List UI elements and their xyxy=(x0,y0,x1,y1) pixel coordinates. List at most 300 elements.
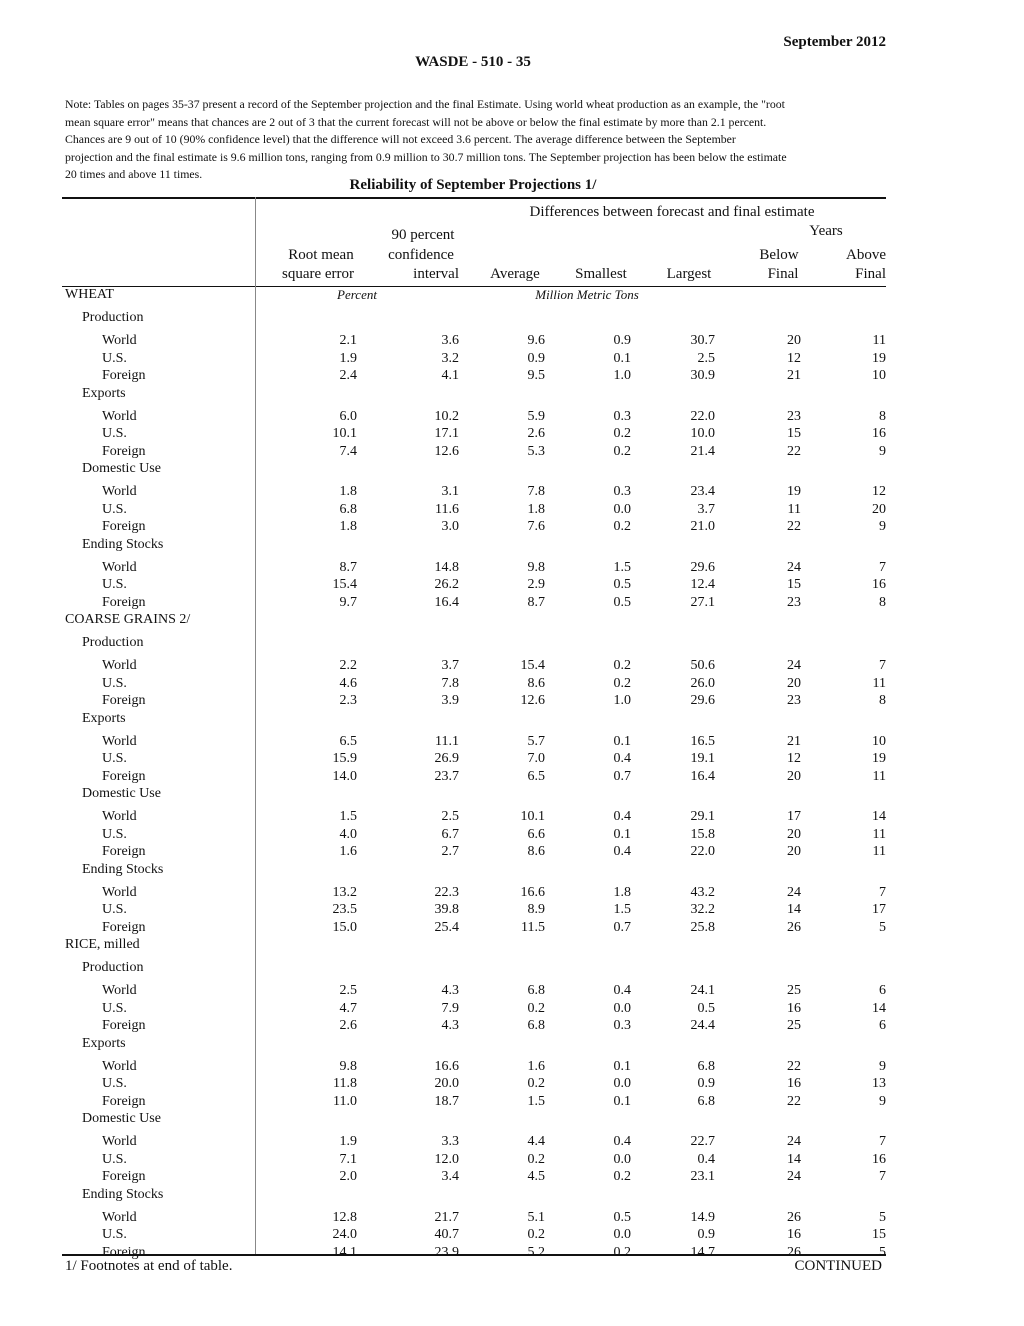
cell-rmse: 15.0 xyxy=(332,919,357,935)
cell-below-final: 20 xyxy=(787,333,801,348)
table-row xyxy=(0,1134,1024,1152)
table-row xyxy=(0,409,1024,427)
table-row xyxy=(0,1169,1024,1187)
cell-below-final: 15 xyxy=(787,426,801,441)
cell-smallest: 0.4 xyxy=(613,983,631,998)
report-date: September 2012 xyxy=(783,34,886,50)
cell-ci: 23.7 xyxy=(434,768,459,784)
col-header-ci-line3: interval xyxy=(413,266,459,282)
cell-average: 11.5 xyxy=(521,919,545,935)
cell-smallest: 0.4 xyxy=(613,1134,631,1149)
cell-largest: 29.1 xyxy=(690,809,715,824)
cell-above-final: 5 xyxy=(879,1244,886,1260)
cell-above-final: 7 xyxy=(879,1169,886,1184)
cell-average: 2.9 xyxy=(527,577,545,592)
table-title: Reliability of September Projections 1/ xyxy=(349,177,597,193)
category-row xyxy=(0,386,1024,404)
cell-average: 15.4 xyxy=(520,658,545,673)
cell-rmse: 1.9 xyxy=(339,1134,357,1149)
cell-largest: 2.5 xyxy=(697,350,715,366)
category-row xyxy=(0,862,1024,880)
region-label: U.S. xyxy=(102,350,127,366)
table-row xyxy=(0,885,1024,903)
cell-largest: 43.2 xyxy=(690,884,715,900)
region-label: Foreign xyxy=(102,1169,146,1184)
table-row xyxy=(0,1152,1024,1170)
cell-largest: 23.4 xyxy=(690,484,715,499)
cell-average: 6.8 xyxy=(527,983,545,998)
cell-rmse: 1.6 xyxy=(339,844,357,859)
col-header-smallest: Smallest xyxy=(575,266,627,282)
cell-ci: 11.1 xyxy=(435,733,459,749)
cell-below-final: 23 xyxy=(787,408,801,424)
cell-ci: 22.3 xyxy=(434,884,459,900)
cell-average: 2.6 xyxy=(527,426,545,441)
cell-below-final: 12 xyxy=(787,751,801,766)
cell-average: 7.8 xyxy=(527,484,545,499)
cell-smallest: 0.2 xyxy=(613,1169,631,1184)
cell-rmse: 6.5 xyxy=(339,733,357,749)
cell-average: 0.2 xyxy=(527,1227,545,1242)
cell-smallest: 0.2 xyxy=(613,426,631,441)
cell-rmse: 12.8 xyxy=(332,1209,357,1225)
cell-ci: 3.7 xyxy=(441,658,459,673)
cell-smallest: 0.1 xyxy=(613,1058,631,1074)
cell-average: 5.1 xyxy=(527,1209,545,1225)
cell-above-final: 9 xyxy=(879,1093,886,1109)
cell-rmse: 2.1 xyxy=(339,333,357,348)
col-header-ci-line1: 90 percent xyxy=(391,227,455,243)
category-row xyxy=(0,786,1024,804)
cell-above-final: 8 xyxy=(879,594,886,610)
commodity-row xyxy=(0,612,1024,630)
cell-smallest: 0.0 xyxy=(613,1000,631,1016)
region-label: Foreign xyxy=(102,443,146,459)
page-id: WASDE - 510 - 35 xyxy=(415,54,531,70)
cell-rmse: 23.5 xyxy=(332,902,357,917)
table-row xyxy=(0,560,1024,578)
cell-above-final: 16 xyxy=(872,577,886,592)
cell-rmse: 2.0 xyxy=(339,1169,357,1184)
cell-smallest: 0.2 xyxy=(613,658,631,673)
note-line: mean square error" means that chances are 2 out of 3 that the current forecast will not be above or below the final estimate by more than 2.1 percent. xyxy=(65,114,767,129)
footnote-ref: 1/ Footnotes at end of table. xyxy=(65,1258,233,1274)
category-row xyxy=(0,1111,1024,1129)
cell-ci: 25.4 xyxy=(434,919,459,935)
table-row xyxy=(0,809,1024,827)
cell-above-final: 10 xyxy=(872,733,886,749)
cell-below-final: 14 xyxy=(787,1151,801,1167)
category-row xyxy=(0,1036,1024,1054)
cell-above-final: 7 xyxy=(879,1134,886,1149)
cell-average: 5.3 xyxy=(527,443,545,459)
cell-largest: 30.9 xyxy=(690,368,715,383)
cell-rmse: 1.8 xyxy=(339,519,357,534)
cell-ci: 3.0 xyxy=(441,519,459,534)
cell-average: 5.2 xyxy=(527,1244,545,1260)
cell-above-final: 16 xyxy=(872,1151,886,1167)
cell-smallest: 0.1 xyxy=(613,1093,631,1109)
table-row xyxy=(0,484,1024,502)
cell-ci: 12.0 xyxy=(434,1151,459,1167)
region-label: World xyxy=(102,809,137,824)
cell-smallest: 0.1 xyxy=(613,350,631,366)
cell-below-final: 24 xyxy=(787,559,801,575)
cell-rmse: 7.1 xyxy=(339,1151,357,1167)
region-label: World xyxy=(102,658,137,673)
cell-above-final: 14 xyxy=(872,1000,886,1016)
cell-ci: 3.4 xyxy=(441,1169,459,1184)
cell-rmse: 15.4 xyxy=(332,577,357,592)
cell-largest: 21.0 xyxy=(690,519,715,534)
region-label: Foreign xyxy=(102,1093,146,1109)
commodity-row xyxy=(0,287,1024,305)
region-label: World xyxy=(102,733,137,749)
table-row xyxy=(0,658,1024,676)
cell-above-final: 14 xyxy=(872,809,886,824)
cell-above-final: 9 xyxy=(879,443,886,459)
cell-ci: 7.8 xyxy=(441,675,459,691)
cell-smallest: 0.5 xyxy=(613,577,631,592)
cell-average: 8.6 xyxy=(527,844,545,859)
cell-below-final: 14 xyxy=(787,902,801,917)
region-label: Foreign xyxy=(102,693,146,708)
cell-rmse: 2.2 xyxy=(339,658,357,673)
cell-rmse: 7.4 xyxy=(339,443,357,459)
cell-rmse: 9.7 xyxy=(339,594,357,610)
note-paragraph xyxy=(65,96,887,184)
region-label: Foreign xyxy=(102,368,146,383)
cell-ci: 10.2 xyxy=(434,408,459,424)
category-label: Production xyxy=(82,635,144,650)
cell-smallest: 0.3 xyxy=(613,484,631,499)
cell-average: 8.9 xyxy=(527,902,545,917)
cell-smallest: 0.3 xyxy=(613,408,631,424)
cell-average: 10.1 xyxy=(520,809,545,824)
region-label: U.S. xyxy=(102,826,127,842)
cell-ci: 21.7 xyxy=(434,1209,459,1225)
table-row xyxy=(0,1076,1024,1094)
table-row xyxy=(0,1227,1024,1245)
cell-smallest: 0.2 xyxy=(613,675,631,691)
commodity-label: WHEAT xyxy=(65,287,114,302)
region-label: Foreign xyxy=(102,594,146,610)
region-label: World xyxy=(102,484,137,499)
cell-rmse: 4.6 xyxy=(339,675,357,691)
cell-average: 8.7 xyxy=(527,594,545,610)
cell-above-final: 11 xyxy=(872,826,886,842)
cell-average: 12.6 xyxy=(520,693,545,708)
col-header-below-line2: Final xyxy=(767,266,799,282)
cell-below-final: 22 xyxy=(787,1093,801,1109)
cell-smallest: 0.3 xyxy=(613,1018,631,1033)
table-row xyxy=(0,502,1024,520)
category-row xyxy=(0,461,1024,479)
cell-average: 6.8 xyxy=(527,1018,545,1033)
continued-label: CONTINUED xyxy=(794,1258,882,1274)
cell-above-final: 7 xyxy=(879,658,886,673)
table-row xyxy=(0,1018,1024,1036)
cell-rmse: 11.0 xyxy=(333,1093,357,1109)
cell-rmse: 8.7 xyxy=(339,559,357,575)
cell-rmse: 11.8 xyxy=(333,1076,357,1091)
cell-below-final: 24 xyxy=(787,1134,801,1149)
cell-average: 7.6 xyxy=(527,519,545,534)
cell-below-final: 11 xyxy=(787,501,801,517)
cell-average: 16.6 xyxy=(520,884,545,900)
cell-largest: 19.1 xyxy=(690,751,715,766)
col-header-rmse-line2: square error xyxy=(281,266,355,282)
cell-largest: 0.9 xyxy=(697,1227,715,1242)
cell-smallest: 0.1 xyxy=(613,826,631,842)
commodity-label: RICE, milled xyxy=(65,937,140,952)
category-row xyxy=(0,1187,1024,1205)
table-row xyxy=(0,519,1024,537)
col-header-rmse-line1: Root mean xyxy=(288,247,354,263)
category-row xyxy=(0,537,1024,555)
cell-largest: 25.8 xyxy=(690,919,715,935)
cell-largest: 22.0 xyxy=(690,844,715,859)
cell-ci: 4.3 xyxy=(441,1018,459,1033)
cell-largest: 6.8 xyxy=(697,1058,715,1074)
cell-largest: 29.6 xyxy=(690,693,715,708)
cell-smallest: 1.8 xyxy=(613,884,631,900)
cell-above-final: 11 xyxy=(872,333,886,348)
cell-below-final: 16 xyxy=(787,1000,801,1016)
cell-smallest: 0.2 xyxy=(613,443,631,459)
category-row xyxy=(0,960,1024,978)
cell-rmse: 4.7 xyxy=(339,1000,357,1016)
cell-above-final: 8 xyxy=(879,693,886,708)
region-label: U.S. xyxy=(102,902,127,917)
cell-average: 4.4 xyxy=(527,1134,545,1149)
note-line: 20 times and above 11 times. xyxy=(65,167,203,181)
cell-largest: 22.7 xyxy=(690,1134,715,1149)
region-label: U.S. xyxy=(102,675,127,691)
table-row xyxy=(0,827,1024,845)
category-label: Production xyxy=(82,960,144,975)
cell-rmse: 10.1 xyxy=(332,426,357,441)
cell-ci: 6.7 xyxy=(441,826,459,842)
cell-average: 6.5 xyxy=(527,768,545,784)
cell-below-final: 23 xyxy=(787,693,801,708)
cell-above-final: 11 xyxy=(872,675,886,691)
category-label: Exports xyxy=(82,385,126,401)
cell-below-final: 26 xyxy=(787,919,801,935)
cell-below-final: 24 xyxy=(787,884,801,900)
cell-ci: 3.1 xyxy=(441,484,459,499)
table-row xyxy=(0,577,1024,595)
category-label: Exports xyxy=(82,710,126,726)
table-row xyxy=(0,734,1024,752)
category-label: Production xyxy=(82,310,144,325)
cell-average: 5.9 xyxy=(527,408,545,424)
cell-above-final: 6 xyxy=(879,1018,886,1033)
col-header-below-line1: Below xyxy=(759,247,799,263)
cell-smallest: 0.7 xyxy=(613,919,631,935)
region-label: World xyxy=(102,983,137,998)
cell-rmse: 2.4 xyxy=(339,368,357,383)
cell-average: 7.0 xyxy=(527,751,545,766)
table-row xyxy=(0,751,1024,769)
cell-below-final: 24 xyxy=(787,1169,801,1184)
cell-smallest: 0.4 xyxy=(613,751,631,766)
region-label: U.S. xyxy=(102,1227,127,1242)
cell-below-final: 20 xyxy=(787,826,801,842)
cell-average: 1.5 xyxy=(527,1093,545,1109)
cell-above-final: 12 xyxy=(872,484,886,499)
region-label: World xyxy=(102,1209,137,1225)
cell-ci: 40.7 xyxy=(434,1227,459,1242)
region-label: Foreign xyxy=(102,1018,146,1033)
cell-smallest: 1.5 xyxy=(613,559,631,575)
cell-below-final: 20 xyxy=(787,844,801,859)
cell-ci: 23.9 xyxy=(434,1244,459,1260)
cell-average: 9.5 xyxy=(527,368,545,383)
cell-above-final: 5 xyxy=(879,919,886,935)
table-top-rule xyxy=(62,197,886,199)
region-label: Foreign xyxy=(102,768,146,784)
cell-largest: 0.4 xyxy=(697,1151,715,1167)
col-header-average: Average xyxy=(490,266,540,282)
cell-smallest: 0.4 xyxy=(613,809,631,824)
cell-largest: 6.8 xyxy=(697,1093,715,1109)
cell-below-final: 22 xyxy=(787,443,801,459)
cell-largest: 22.0 xyxy=(690,408,715,424)
cell-largest: 12.4 xyxy=(690,577,715,592)
cell-rmse: 9.8 xyxy=(339,1058,357,1074)
cell-above-final: 11 xyxy=(872,844,886,859)
cell-ci: 3.6 xyxy=(441,333,459,348)
cell-smallest: 0.0 xyxy=(613,1227,631,1242)
col-header-above-line2: Final xyxy=(855,266,886,282)
cell-below-final: 16 xyxy=(787,1076,801,1091)
cell-below-final: 20 xyxy=(787,768,801,784)
cell-rmse: 13.2 xyxy=(332,884,357,900)
group-header: Differences between forecast and final estimate xyxy=(529,204,815,220)
cell-ci: 2.5 xyxy=(441,809,459,824)
cell-smallest: 0.0 xyxy=(613,1151,631,1167)
table-row xyxy=(0,368,1024,386)
cell-smallest: 0.2 xyxy=(613,519,631,534)
col-header-ci-line2: confidence xyxy=(388,247,454,263)
cell-rmse: 1.9 xyxy=(339,350,357,366)
cell-above-final: 9 xyxy=(879,519,886,534)
cell-largest: 3.7 xyxy=(697,501,715,517)
cell-largest: 26.0 xyxy=(690,675,715,691)
cell-above-final: 10 xyxy=(872,368,886,383)
cell-ci: 3.9 xyxy=(441,693,459,708)
cell-above-final: 19 xyxy=(872,751,886,766)
cell-rmse: 2.3 xyxy=(339,693,357,708)
category-label: Ending Stocks xyxy=(82,536,164,552)
cell-smallest: 1.0 xyxy=(613,693,631,708)
table-row xyxy=(0,333,1024,351)
region-label: U.S. xyxy=(102,1000,127,1016)
cell-ci: 18.7 xyxy=(434,1093,459,1109)
cell-below-final: 22 xyxy=(787,1058,801,1074)
cell-below-final: 24 xyxy=(787,658,801,673)
table-row xyxy=(0,983,1024,1001)
cell-smallest: 0.9 xyxy=(613,333,631,348)
region-label: Foreign xyxy=(102,844,146,859)
cell-ci: 26.9 xyxy=(434,751,459,766)
cell-ci: 26.2 xyxy=(434,577,459,592)
cell-largest: 21.4 xyxy=(690,443,715,459)
cell-ci: 20.0 xyxy=(434,1076,459,1091)
cell-above-final: 8 xyxy=(879,408,886,424)
cell-average: 9.6 xyxy=(527,333,545,348)
cell-largest: 23.1 xyxy=(690,1169,715,1184)
cell-average: 5.7 xyxy=(527,733,545,749)
region-label: World xyxy=(102,1058,137,1074)
table-row xyxy=(0,444,1024,462)
cell-above-final: 13 xyxy=(872,1076,886,1091)
cell-largest: 0.5 xyxy=(697,1000,715,1016)
region-label: U.S. xyxy=(102,751,127,766)
table-row xyxy=(0,426,1024,444)
cell-smallest: 1.0 xyxy=(613,368,631,383)
cell-rmse: 6.8 xyxy=(339,501,357,517)
category-row xyxy=(0,310,1024,328)
note-line: projection and the final estimate is 9.6 million tons, ranging from 0.9 million to 30.7 million tons. The September projection has been below the estimate xyxy=(65,149,787,164)
cell-smallest: 1.5 xyxy=(613,902,631,917)
cell-average: 9.8 xyxy=(527,559,545,575)
cell-above-final: 15 xyxy=(872,1227,886,1242)
region-label: World xyxy=(102,1134,137,1149)
cell-above-final: 20 xyxy=(872,501,886,517)
category-label: Domestic Use xyxy=(82,461,161,476)
cell-below-final: 26 xyxy=(787,1244,801,1260)
cell-average: 1.8 xyxy=(527,501,545,517)
years-header: Years xyxy=(809,223,843,239)
cell-above-final: 9 xyxy=(879,1058,886,1074)
cell-below-final: 22 xyxy=(787,519,801,534)
region-label: Foreign xyxy=(102,1244,146,1260)
cell-below-final: 15 xyxy=(787,577,801,592)
cell-above-final: 6 xyxy=(879,983,886,998)
cell-largest: 27.1 xyxy=(690,594,715,610)
cell-largest: 0.9 xyxy=(697,1076,715,1091)
cell-rmse: 14.1 xyxy=(332,1244,357,1260)
table-row xyxy=(0,693,1024,711)
cell-largest: 50.6 xyxy=(690,658,715,673)
cell-rmse: 15.9 xyxy=(332,751,357,766)
cell-ci: 4.1 xyxy=(441,368,459,383)
category-label: Domestic Use xyxy=(82,1111,161,1126)
cell-largest: 24.1 xyxy=(690,983,715,998)
cell-smallest: 0.5 xyxy=(613,594,631,610)
table-row xyxy=(0,351,1024,369)
table-row xyxy=(0,769,1024,787)
category-label: Exports xyxy=(82,1035,126,1051)
cell-ci: 2.7 xyxy=(441,844,459,859)
cell-below-final: 25 xyxy=(787,1018,801,1033)
cell-above-final: 11 xyxy=(872,768,886,784)
cell-ci: 7.9 xyxy=(441,1000,459,1016)
cell-ci: 17.1 xyxy=(434,426,459,441)
cell-average: 6.6 xyxy=(527,826,545,842)
cell-ci: 11.6 xyxy=(435,501,459,517)
cell-largest: 16.5 xyxy=(690,733,715,749)
col-header-largest: Largest xyxy=(666,266,712,282)
table-row xyxy=(0,1210,1024,1228)
cell-rmse: 1.8 xyxy=(339,484,357,499)
cell-above-final: 7 xyxy=(879,559,886,575)
cell-ci: 16.6 xyxy=(434,1058,459,1074)
region-label: World xyxy=(102,559,137,575)
cell-largest: 32.2 xyxy=(690,902,715,917)
